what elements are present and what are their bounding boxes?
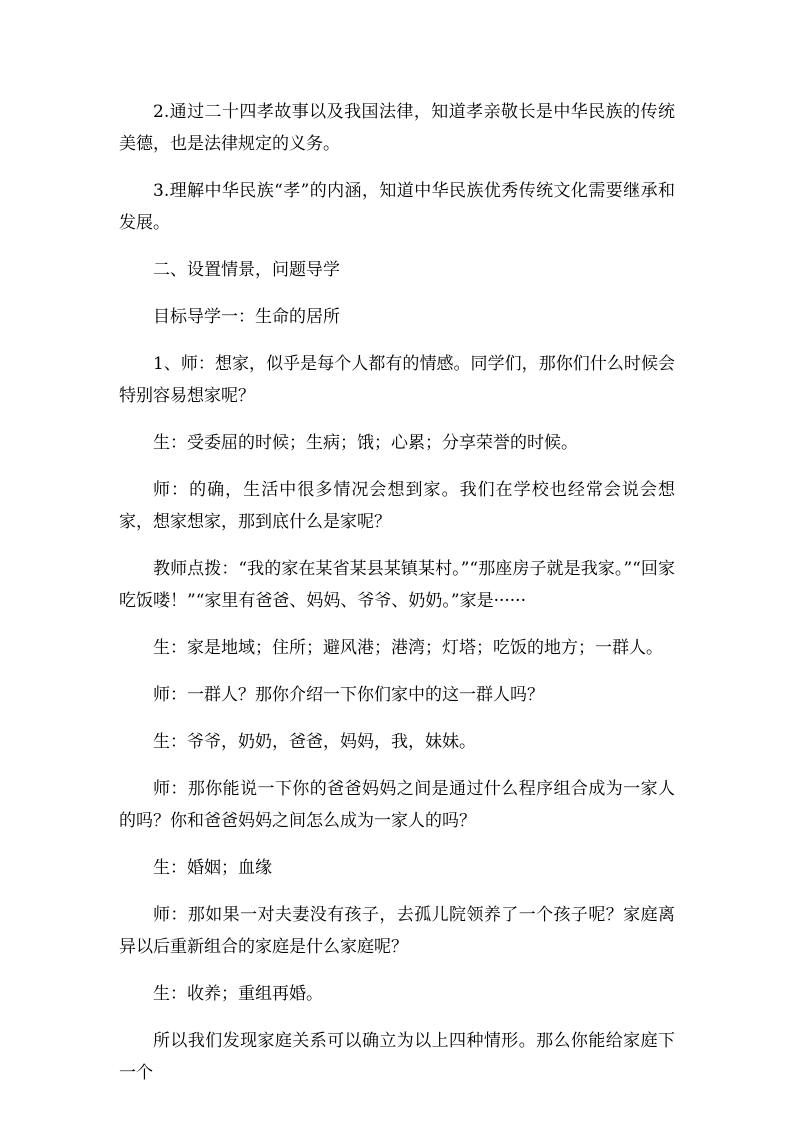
paragraph-objective-3: 3.理解中华民族“孝”的内涵，知道中华民族优秀传统文化需要继承和发展。 (119, 181, 675, 233)
section-heading: 二、设置情景，问题导学 (153, 260, 340, 280)
subsection-heading: 目标导学一：生命的居所 (153, 307, 340, 327)
paragraph-student-answer-3: 生：爷爷，奶奶，爸爸，妈妈，我，妹妹。 (153, 732, 476, 752)
paragraph-teacher-question-4: 师：那你能说一下你的爸爸妈妈之间是通过什么程序组合成为一家人的吗？你和爸爸妈妈之间怎么成为一家人的吗？ (119, 779, 675, 831)
paragraph-student-answer-2: 生：家是地域；住所；避风港；港湾；灯塔；吃饭的地方；一群人。 (153, 638, 663, 658)
paragraph-objective-2: 2.通过二十四孝故事以及我国法律，知道孝亲敬长是中华民族的传统美德，也是法律规定的义务。 (119, 102, 675, 154)
document-body (119, 96, 675, 1104)
paragraph-conclusion: 所以我们发现家庭关系可以确立为以上四种情形。那么你能给家庭下一个 (119, 1031, 675, 1083)
paragraph-student-answer-1: 生：受委屈的时候；生病；饿；心累；分享荣誉的时候。 (153, 433, 578, 453)
paragraph-teacher-question-2: 师：的确，生活中很多情况会想到家。我们在学校也经常会说会想家，想家想家，那到底什么是家呢？ (119, 480, 675, 532)
paragraph-teacher-question-3: 师：一群人？那你介绍一下你们家中的这一群人吗？ (153, 685, 544, 705)
paragraph-teacher-question-1: 1、师：想家，似乎是每个人都有的情感。同学们，那你们什么时候会特别容易想家呢？ (119, 354, 675, 406)
paragraph-student-answer-4: 生：婚姻；血缘 (153, 858, 272, 878)
paragraph-teacher-question-5: 师：那如果一对夫妻没有孩子，去孤儿院领养了一个孩子呢？家庭离异以后重新组合的家庭是什么家庭呢？ (119, 905, 675, 957)
paragraph-student-answer-5: 生：收养；重组再婚。 (153, 984, 323, 1004)
paragraph-teacher-guidance: 教师点拨：“我的家在某省某县某镇某村。”“那座房子就是我家。”“回家吃饭喽！”“家里有爸爸、妈妈、爷爷、奶奶。”家是······ (119, 559, 675, 611)
